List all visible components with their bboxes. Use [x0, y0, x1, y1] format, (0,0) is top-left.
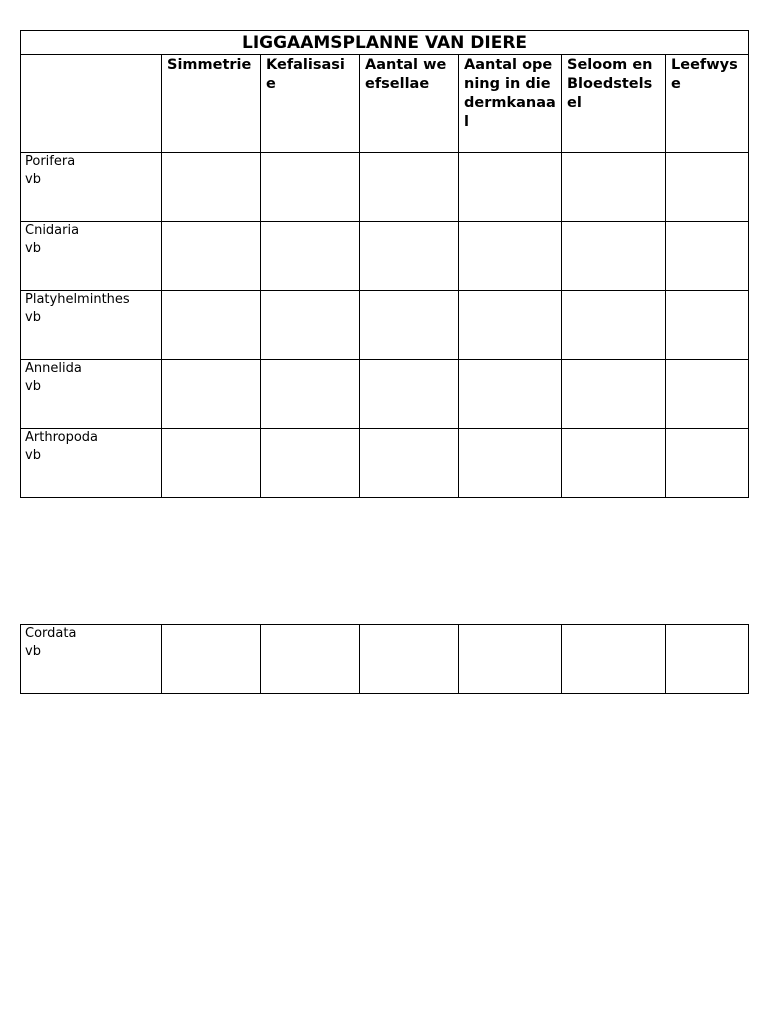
table-row	[21, 625, 749, 694]
answer-cell[interactable]	[666, 291, 749, 360]
answer-cell[interactable]	[162, 222, 261, 291]
answer-cell[interactable]	[666, 360, 749, 429]
answer-cell[interactable]	[360, 360, 459, 429]
answer-cell[interactable]	[162, 429, 261, 498]
title-row	[21, 31, 749, 55]
answer-cell[interactable]	[261, 291, 360, 360]
example-label: vb	[25, 310, 41, 325]
table-row	[21, 291, 749, 360]
table-title: LIGGAAMSPLANNE VAN DIERE	[21, 31, 749, 55]
answer-cell[interactable]	[459, 360, 562, 429]
answer-cell[interactable]	[666, 153, 749, 222]
answer-cell[interactable]	[360, 291, 459, 360]
example-label: vb	[25, 448, 41, 463]
answer-cell[interactable]	[261, 429, 360, 498]
example-label: vb	[25, 241, 41, 256]
answer-cell[interactable]	[666, 625, 749, 694]
body-plans-table	[20, 30, 749, 498]
answer-cell[interactable]	[360, 153, 459, 222]
row-label-arthropoda	[21, 429, 162, 498]
answer-cell[interactable]	[562, 153, 666, 222]
answer-cell[interactable]	[459, 625, 562, 694]
row-label-annelida	[21, 360, 162, 429]
header-seloom-bloedstelsel: Seloom en Bloedstelsel	[562, 55, 666, 153]
answer-cell[interactable]	[562, 360, 666, 429]
answer-cell[interactable]	[360, 222, 459, 291]
answer-cell[interactable]	[459, 291, 562, 360]
table-row	[21, 429, 749, 498]
answer-cell[interactable]	[261, 360, 360, 429]
header-blank	[21, 55, 162, 153]
answer-cell[interactable]	[162, 625, 261, 694]
phylum-name: Annelida	[25, 361, 82, 376]
row-label-platyhelminthes	[21, 291, 162, 360]
answer-cell[interactable]	[562, 222, 666, 291]
answer-cell[interactable]	[459, 222, 562, 291]
phylum-name: Cordata	[25, 626, 77, 641]
example-label: vb	[25, 379, 41, 394]
answer-cell[interactable]	[562, 429, 666, 498]
answer-cell[interactable]	[459, 153, 562, 222]
table-row	[21, 153, 749, 222]
header-kefalisasie: Kefalisasie	[261, 55, 360, 153]
phylum-name: Arthropoda	[25, 430, 99, 445]
example-label: vb	[25, 172, 41, 187]
answer-cell[interactable]	[360, 625, 459, 694]
example-label: vb	[25, 644, 41, 659]
row-label-porifera	[21, 153, 162, 222]
table-row	[21, 222, 749, 291]
header-row	[21, 55, 749, 153]
header-aantal-opening: Aantal opening in die dermkanaal	[459, 55, 562, 153]
answer-cell[interactable]	[162, 291, 261, 360]
row-label-cordata	[21, 625, 162, 694]
table-row	[21, 360, 749, 429]
header-leefwyse: Leefwyse	[666, 55, 749, 153]
answer-cell[interactable]	[261, 222, 360, 291]
answer-cell[interactable]	[162, 153, 261, 222]
answer-cell[interactable]	[562, 625, 666, 694]
answer-cell[interactable]	[162, 360, 261, 429]
answer-cell[interactable]	[459, 429, 562, 498]
answer-cell[interactable]	[261, 625, 360, 694]
answer-cell[interactable]	[666, 429, 749, 498]
row-label-cnidaria	[21, 222, 162, 291]
phylum-name: Porifera	[25, 154, 76, 169]
answer-cell[interactable]	[261, 153, 360, 222]
header-aantal-weefsellae: Aantal weefsellae	[360, 55, 459, 153]
cordata-table	[20, 624, 749, 694]
answer-cell[interactable]	[562, 291, 666, 360]
header-simmetrie: Simmetrie	[162, 55, 261, 153]
phylum-name: Platyhelminthes	[25, 292, 130, 307]
phylum-name: Cnidaria	[25, 223, 80, 238]
answer-cell[interactable]	[360, 429, 459, 498]
answer-cell[interactable]	[666, 222, 749, 291]
